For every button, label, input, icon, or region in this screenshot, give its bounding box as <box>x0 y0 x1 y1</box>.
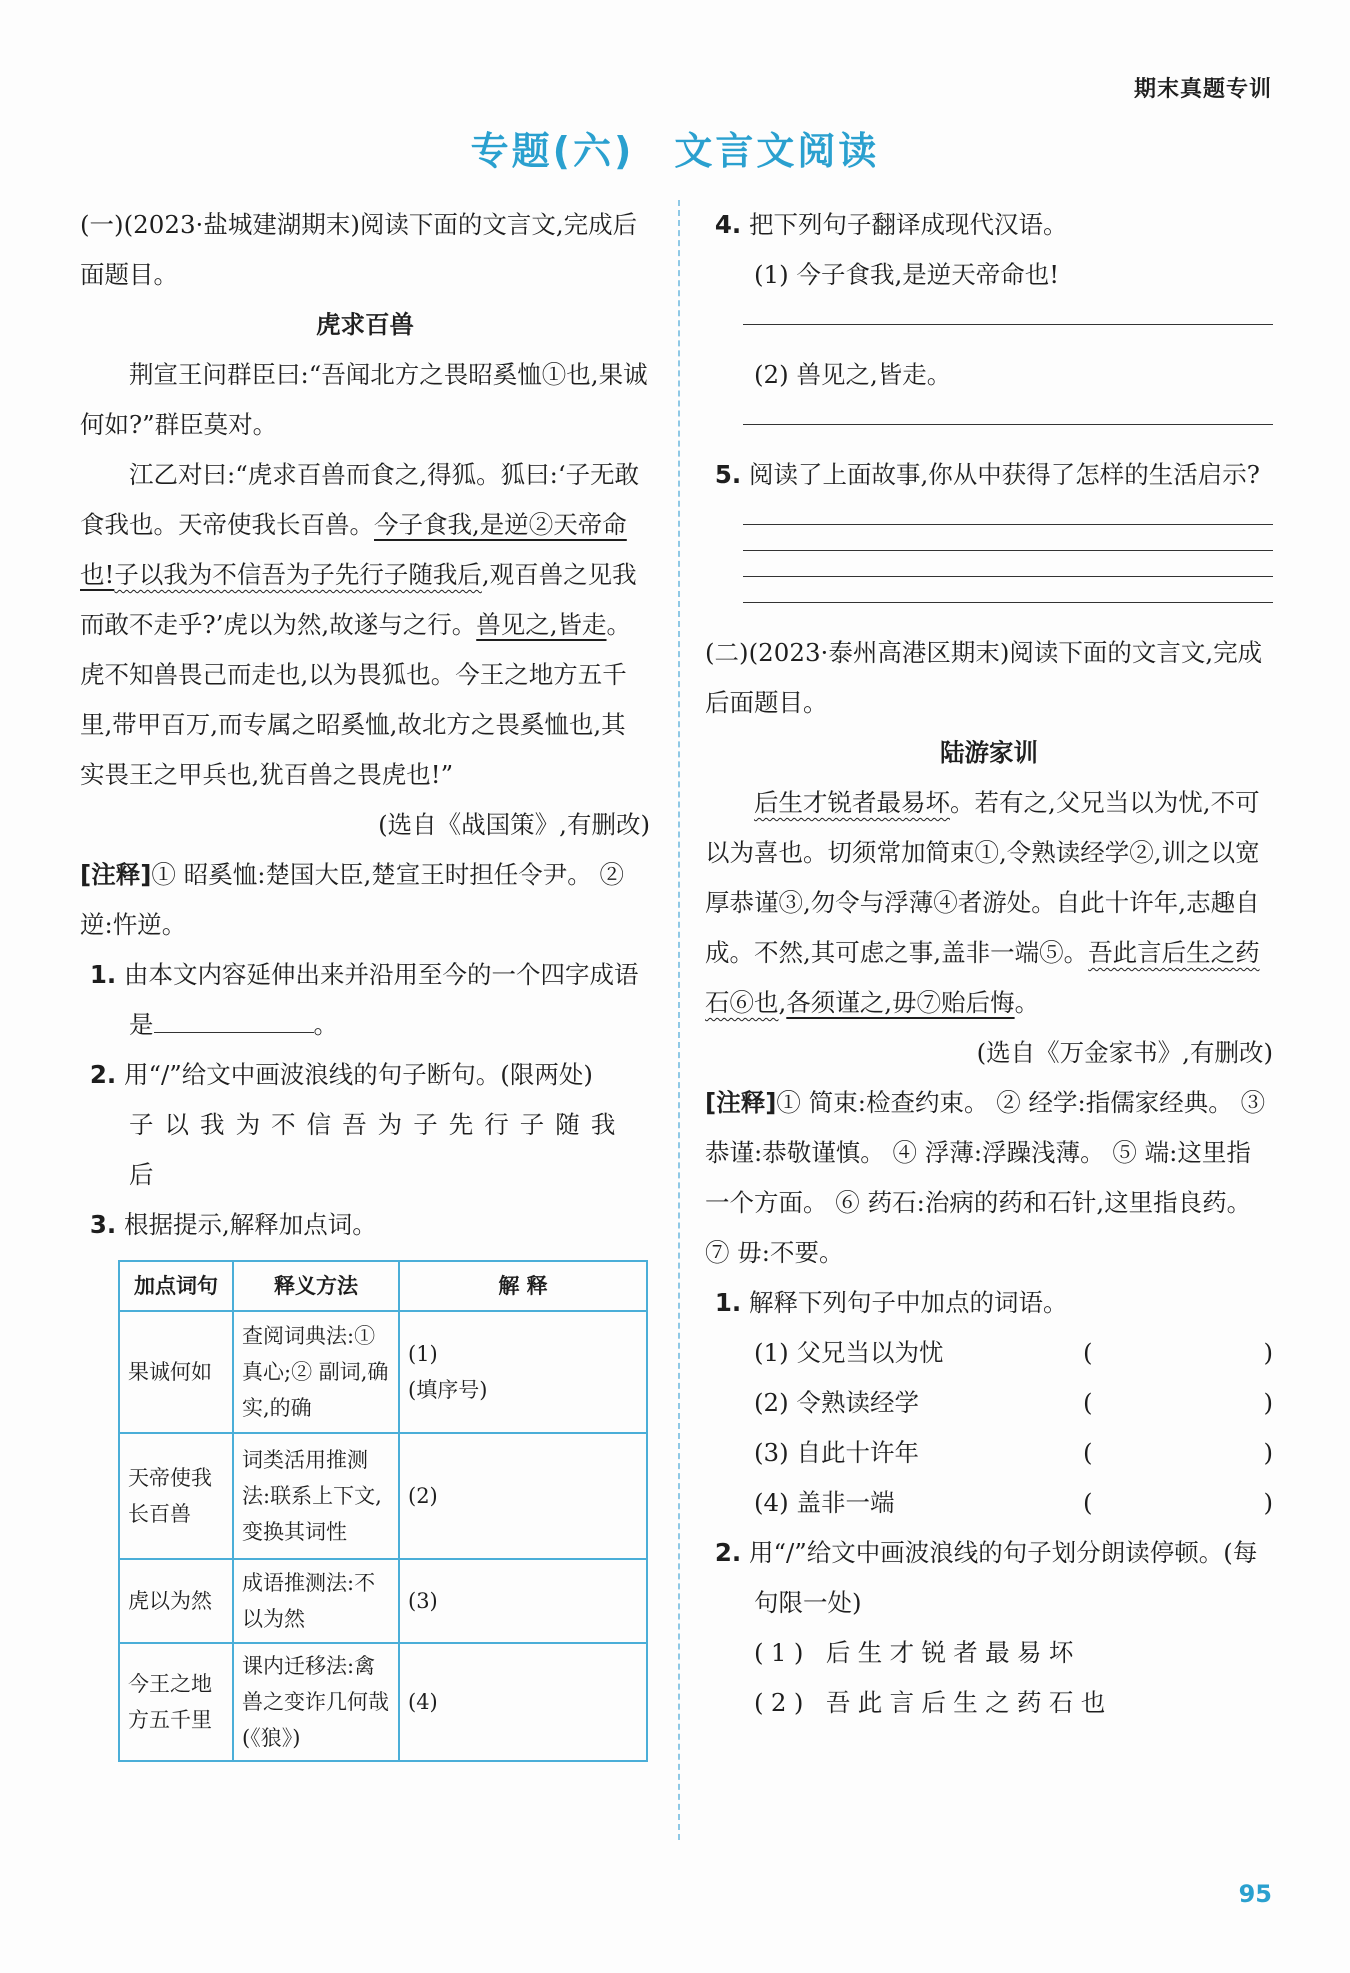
table-header-row <box>119 1261 647 1311</box>
p2-text-b: ,观百兽之见我而敢不走乎?’虎以为然,故遂与之行。 <box>80 560 637 639</box>
r1-item <box>705 1478 1273 1528</box>
column-divider <box>678 200 680 1840</box>
table-cell: 虎以为然 <box>119 1559 233 1643</box>
paren-open: ( <box>1083 1438 1093 1467</box>
r1-item <box>705 1328 1273 1378</box>
q3-table <box>118 1260 648 1762</box>
table-row <box>119 1433 647 1559</box>
r2-text: 用“/”给文中画波浪线的句子划分朗读停顿。(每句限一处) <box>748 1538 1258 1617</box>
wavy-sentence-2: 吾此言后生之药石⑥也 <box>705 938 1260 1017</box>
passage1-source: (选自《战国策》,有删改) <box>378 810 650 839</box>
table-header: 解 释 <box>399 1261 647 1311</box>
r-question-2 <box>705 1528 1273 1628</box>
q2-text: 用“/”给文中画波浪线的句子断句。(限两处) <box>123 1060 593 1089</box>
paren-open: ( <box>1083 1388 1093 1417</box>
passage1-paragraph2 <box>80 450 650 800</box>
q1-answer-blank[interactable] <box>154 1008 314 1033</box>
q4-text: 把下列句子翻译成现代汉语。 <box>748 210 1068 239</box>
answer-line[interactable] <box>743 602 1273 603</box>
question-3 <box>80 1200 650 1250</box>
r2-sentence-1[interactable]: (1) 后生才锐者最易坏 <box>754 1638 1081 1667</box>
p2-text-a: 江乙对曰:“虎求百兽而食之,得狐。狐曰:‘子无敢食我也。天帝使我长百兽。 <box>80 460 640 539</box>
title-part2: 文言文阅读 <box>674 129 880 173</box>
q1-number: 1. <box>89 960 117 989</box>
r1-item-text: (1) 父兄当以为忧 <box>754 1338 944 1367</box>
notes-text: ① 昭奚恤:楚国大臣,楚宣王时担任令尹。 ② 逆:忤逆。 <box>80 860 625 939</box>
paren-open: ( <box>1083 1338 1093 1367</box>
table-cell: 今王之地方五千里 <box>119 1643 233 1761</box>
q5-text: 阅读了上面故事,你从中获得了怎样的生活启示? <box>748 460 1260 489</box>
underlined-sentence-2: 兽见之,皆走 <box>476 610 607 639</box>
r1-text: 解释下列句子中加点的词语。 <box>748 1288 1068 1317</box>
table-cell: 课内迁移法:禽兽之变诈几何哉(《狼》) <box>233 1643 399 1761</box>
page-title <box>0 120 1350 175</box>
passage1-title: 虎求百兽 <box>316 310 414 339</box>
table-answer-cell[interactable]: (2) <box>399 1433 647 1559</box>
answer-line[interactable] <box>743 424 1273 425</box>
p-text-b: , <box>778 988 787 1017</box>
wavy-sentence: 子以我为不信吾为子先行子随我后 <box>114 560 482 589</box>
r1-number: 1. <box>714 1288 742 1317</box>
table-cell: 词类活用推测法:联系上下文,变换其词性 <box>233 1433 399 1559</box>
q4-sentence-2: (2) 兽见之,皆走。 <box>754 360 952 389</box>
p2-text-c: 。虎不知兽畏己而走也,以为畏狐也。今王之地方五千里,带甲百万,而专属之昭奚恤,故北方之畏奚恤也,其实畏王之甲兵也,犹百兽之畏虎也!” <box>80 610 632 789</box>
table-row <box>119 1311 647 1433</box>
title-part1: 专题(六) <box>470 129 635 173</box>
paren-close: ) <box>1263 1388 1273 1417</box>
question-2 <box>80 1050 650 1100</box>
table-row <box>119 1559 647 1643</box>
passage2-paragraph <box>705 778 1273 1028</box>
q4-number: 4. <box>714 210 742 239</box>
passage1-intro: (一)(2023·盐城建湖期末)阅读下面的文言文,完成后面题目。 <box>80 210 638 289</box>
notes-label: [注释] <box>705 1088 777 1117</box>
r1-item-text: (2) 令熟读经学 <box>754 1388 919 1417</box>
answer-line[interactable] <box>743 550 1273 551</box>
r1-item-text: (3) 自此十许年 <box>754 1438 919 1467</box>
page-number: 95 <box>1238 1880 1272 1908</box>
answer-line[interactable] <box>743 576 1273 577</box>
q1-text: 由本文内容延伸出来并沿用至今的一个四字成语是 <box>123 960 639 1039</box>
passage1-paragraph1: 荆宣王问群臣曰:“吾闻北方之畏昭奚恤①也,果诚何如?”群臣莫对。 <box>80 360 648 439</box>
table-answer-cell[interactable]: (3) <box>399 1559 647 1643</box>
underlined-sentence: 各须谨之,毋⑦贻后悔 <box>786 988 1015 1017</box>
right-column <box>705 200 1273 1728</box>
passage2-intro: (二)(2023·泰州高港区期末)阅读下面的文言文,完成后面题目。 <box>705 638 1263 717</box>
p-text-a: 。若有之,父兄当以为忧,不可以为喜也。切须常加简束①,令熟读经学②,训之以宽厚恭谨③,勿令与浮薄④者游处。自此十许年,志趣自成。不然,其可虑之事,盖非一端⑤。 <box>705 788 1260 967</box>
wavy-sentence-1: 后生才锐者最易坏 <box>754 788 950 817</box>
passage1-notes <box>80 850 650 950</box>
r2-sentence-2[interactable]: (2) 吾此言后生之药石也 <box>754 1688 1113 1717</box>
answer-line[interactable] <box>743 324 1273 325</box>
r-question-1 <box>705 1278 1273 1328</box>
p-text-c: 。 <box>1014 988 1040 1017</box>
r1-item-text: (4) 盖非一端 <box>754 1488 895 1517</box>
passage2-notes <box>705 1078 1273 1278</box>
q2-sentence[interactable]: 子以我为不信吾为子先行子随我后 <box>129 1110 627 1189</box>
answer-parentheses[interactable] <box>1083 1378 1273 1428</box>
underlined-sentence-1: 今子食我,是逆②天帝命也! <box>80 510 627 589</box>
q3-text: 根据提示,解释加点词。 <box>123 1210 377 1239</box>
notes-label: [注释] <box>80 860 152 889</box>
answer-parentheses[interactable] <box>1083 1478 1273 1528</box>
passage2-source: (选自《万金家书》,有删改) <box>976 1038 1273 1067</box>
table-row <box>119 1643 647 1761</box>
q3-number: 3. <box>89 1210 117 1239</box>
notes-text: ① 简束:检查约束。 ② 经学:指儒家经典。 ③ 恭谨:恭敬谨慎。 ④ 浮薄:浮躁浅薄。 ⑤ 端:这里指一个方面。 ⑥ 药石:治病的药和石针,这里指良药。 ⑦ 毋:不要。 <box>705 1088 1266 1267</box>
paren-open: ( <box>1083 1488 1093 1517</box>
r1-item <box>705 1428 1273 1478</box>
paren-close: ) <box>1263 1438 1273 1467</box>
section-header: 期末真题专训 <box>1133 77 1272 102</box>
question-4 <box>705 200 1273 250</box>
question-1 <box>80 950 650 1050</box>
q1-end: 。 <box>313 1010 338 1039</box>
answer-line[interactable] <box>743 524 1273 525</box>
paren-close: ) <box>1263 1338 1273 1367</box>
paren-close: ) <box>1263 1488 1273 1517</box>
r2-number: 2. <box>714 1538 742 1567</box>
q2-number: 2. <box>89 1060 117 1089</box>
table-cell: 成语推测法:不以为然 <box>233 1559 399 1643</box>
table-header: 加点词句 <box>119 1261 233 1311</box>
table-cell: 查阅词典法:① 真心;② 副词,确实,的确 <box>233 1311 399 1433</box>
table-answer-cell[interactable]: (4) <box>399 1643 647 1761</box>
table-answer-cell[interactable]: (1) (填序号) <box>399 1311 647 1433</box>
table-cell: 天帝使我长百兽 <box>119 1433 233 1559</box>
r1-item <box>705 1378 1273 1428</box>
answer-parentheses[interactable] <box>1083 1328 1273 1378</box>
passage2-title: 陆游家训 <box>940 738 1038 767</box>
table-header: 释义方法 <box>233 1261 399 1311</box>
q5-number: 5. <box>714 460 742 489</box>
answer-parentheses[interactable] <box>1083 1428 1273 1478</box>
q4-sentence-1: (1) 今子食我,是逆天帝命也! <box>754 260 1060 289</box>
question-5 <box>705 450 1273 500</box>
table-cell: 果诚何如 <box>119 1311 233 1433</box>
left-column <box>80 200 650 1762</box>
